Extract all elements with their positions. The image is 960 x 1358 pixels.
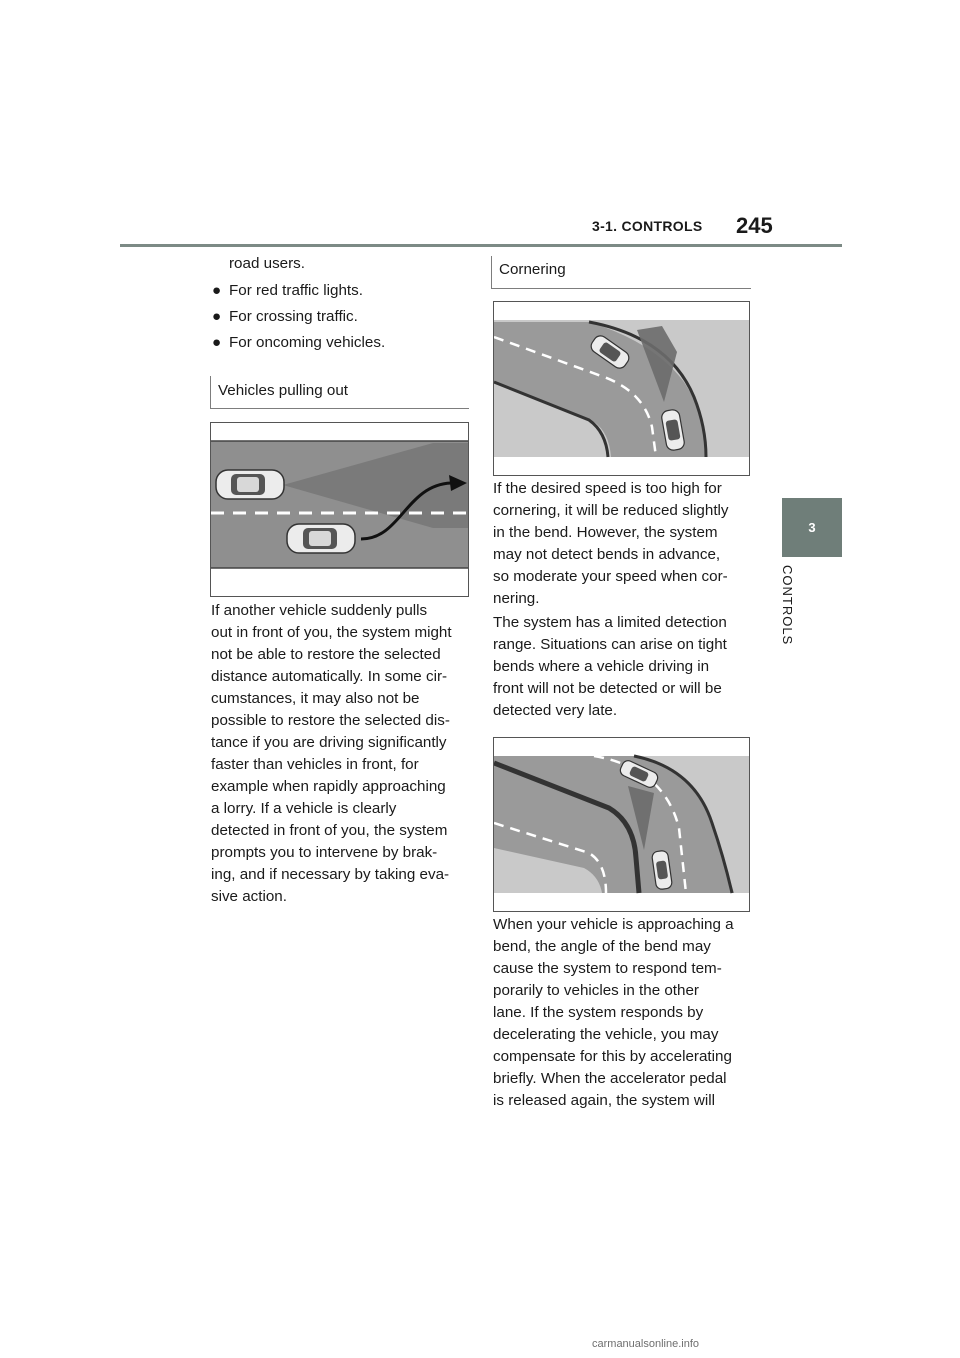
text-line: tance if you are driving significantly [211,734,447,751]
text-line: When your vehicle is approaching a [493,916,734,933]
text-line: faster than vehicles in front, for [211,756,419,773]
text-line: nering. [493,590,540,607]
bend-illustration [494,738,749,911]
text-line: example when rapidly approaching [211,778,446,795]
bullet-item [212,306,358,328]
paragraph-cornering-speed [493,478,729,610]
bullet-text: For red traffic lights. [229,282,363,299]
paragraph-bend-response [493,914,734,1112]
section-title-text: Cornering [499,261,566,278]
bullet-icon: ● [212,334,222,351]
text-line: out in front of you, the system might [211,624,452,641]
text-line: range. Situations can arise on tight [493,636,727,653]
watermark: carmanualsonline.info [592,1338,700,1350]
chapter-tab: 3 [782,498,842,557]
text-line: prompts you to intervene by brak- [211,844,438,861]
text-line: If another vehicle suddenly pulls [211,602,428,619]
section-title-vehicles-pulling-out [210,376,469,409]
paragraph-pulling-out [211,600,452,908]
text-line: ing, and if necessary by taking eva- [211,866,450,883]
header-rule [120,244,842,247]
section-title-text: Vehicles pulling out [218,382,349,399]
text-line: in the bend. However, the system [493,524,718,541]
figure-bend-other-lane [493,737,750,912]
car-pulling-out [287,524,355,553]
chapter-label: CONTROLS [780,565,795,646]
text-line: may not detect bends in advance, [493,546,721,563]
car-own [216,470,284,499]
text-line: possible to restore the selected dis- [211,712,450,729]
text-line: cause the system to respond tem- [493,960,722,977]
text-line: is released again, the system will [493,1092,716,1109]
text-line: If the desired speed is too high for [493,480,722,497]
text-line: not be able to restore the selected [211,646,441,663]
bullet-item [212,332,385,354]
text-line: cumstances, it may also not be [211,690,420,707]
text-line: sive action. [211,888,287,905]
text-line: compensate for this by accelerating [493,1048,732,1065]
bullet-text: For oncoming vehicles. [229,334,386,351]
text-line: front will not be detected or will be [493,680,722,697]
paragraph-detection-range [493,612,727,722]
text-line: road users. [229,255,305,272]
bullet-icon: ● [212,308,222,325]
text-line: detected in front of you, the system [211,822,448,839]
bullet-text: For crossing traffic. [229,308,358,325]
text-line: The system has a limited detection [493,614,727,631]
text-line: bend, the angle of the bend may [493,938,711,955]
bullet-item [212,280,363,302]
text-line: porarily to vehicles in the other [493,982,699,999]
bullet-icon: ● [212,282,222,299]
text-line: so moderate your speed when cor- [493,568,728,585]
cornering-illustration [494,302,749,475]
section-heading: 3-1. CONTROLS [592,218,703,234]
figure-cornering [493,301,750,476]
page-number: 245 [736,213,773,238]
text-line: decelerating the vehicle, you may [493,1026,719,1043]
pulling-out-illustration [211,423,468,596]
text-line: detected very late. [493,702,618,719]
intro-continuation [229,253,305,275]
text-line: cornering, it will be reduced slightly [493,502,729,519]
text-line: bends where a vehicle driving in [493,658,710,675]
chapter-label-wrap [775,565,815,655]
text-line: a lorry. If a vehicle is clearly [211,800,397,817]
text-line: distance automatically. In some cir- [211,668,448,685]
text-line: briefly. When the accelerator pedal [493,1070,727,1087]
section-title-cornering [491,256,751,289]
figure-vehicle-pulling-out [210,422,469,597]
text-line: lane. If the system responds by [493,1004,704,1021]
